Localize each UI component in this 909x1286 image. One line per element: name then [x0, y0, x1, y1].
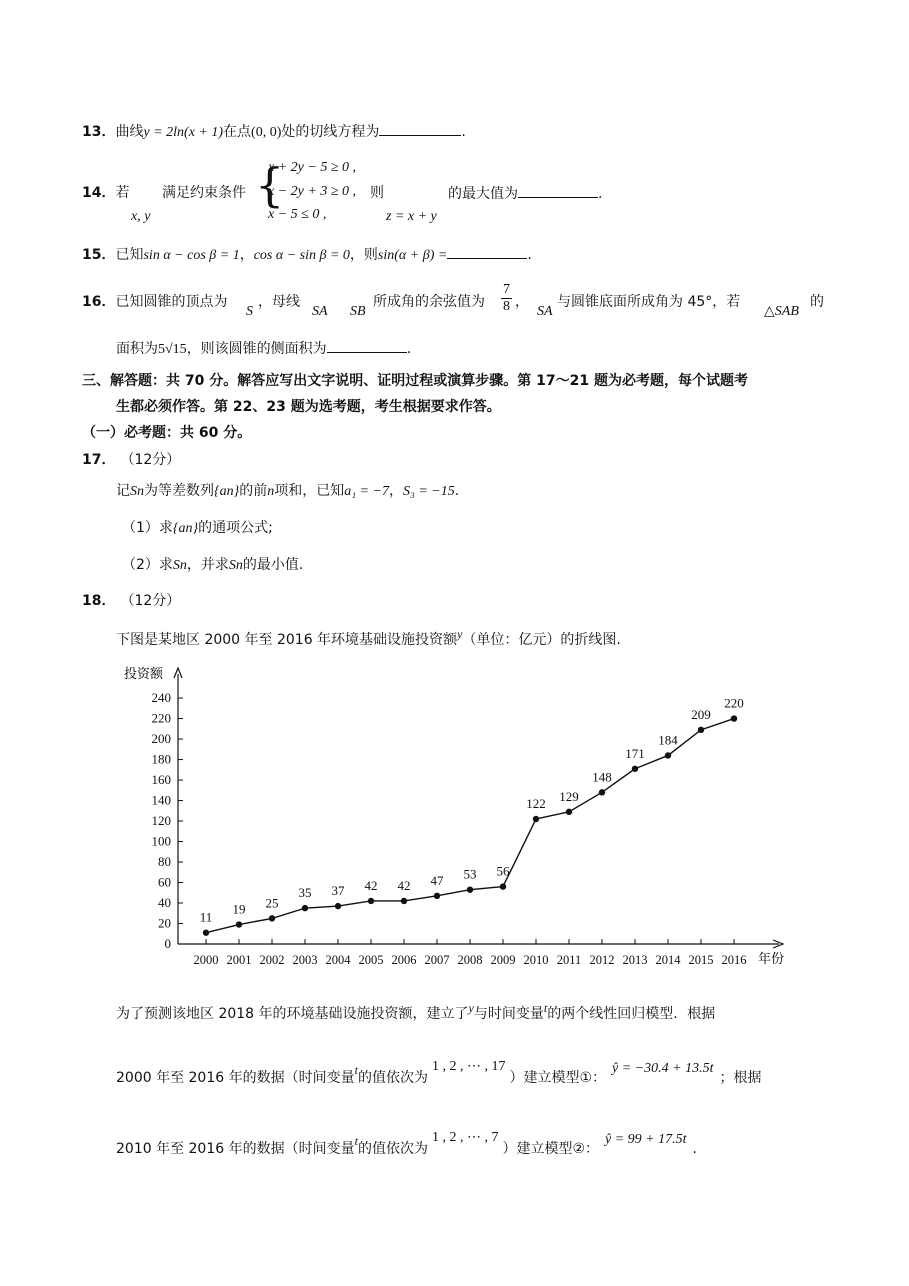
x-tick-label: 2001: [226, 953, 252, 967]
q18-p2-sequence: 1 , 2 , ⋯ , 17: [431, 1059, 506, 1074]
data-point: [500, 883, 506, 889]
q13-number: 13．: [82, 124, 116, 140]
q16-end: .: [406, 341, 412, 357]
q18-p2-text2: 的值依次为: [357, 1070, 428, 1086]
q17-an: {an}: [214, 484, 240, 499]
q17-part2-sn2: Sn: [228, 558, 243, 573]
series-line: [206, 719, 734, 933]
q14-objective: z = x + y: [386, 209, 437, 224]
x-tick-label: 2012: [589, 953, 615, 967]
data-label: 129: [559, 788, 579, 804]
data-point: [632, 766, 638, 772]
data-label: 42: [397, 877, 411, 893]
q16-text: 已知圆锥的顶点为: [115, 294, 228, 310]
data-label: 11: [199, 909, 213, 925]
x-tick-label: 2005: [358, 953, 384, 967]
data-label: 56: [496, 863, 510, 879]
q18-p3-text: 2010 年至 2016 年的数据（时间变量: [116, 1141, 355, 1157]
y-tick-label: 80: [158, 854, 171, 870]
q13-text: 曲线: [115, 124, 144, 140]
q16-sb: SB: [350, 304, 366, 319]
q17-text: 记: [116, 483, 130, 499]
data-point: [533, 816, 539, 822]
q13-curve: y = 2ln(x + 1): [143, 125, 224, 140]
data-label: 35: [298, 885, 312, 901]
y-tick-label: 140: [151, 792, 171, 808]
q16-sa2: SA: [537, 304, 553, 319]
q17-points: （12分）: [127, 452, 181, 468]
q18-points: （12分）: [127, 593, 181, 609]
data-point: [665, 752, 671, 758]
q18-text2: （单位：亿元）的折线图.: [462, 632, 621, 648]
section-3-line-1: 三、解答题：共 70 分。解答应写出文字说明、证明过程或演算步骤。第 17～21 题为必考题，每个试题考: [82, 373, 748, 389]
y-tick-label: 200: [151, 731, 171, 747]
q18-p1-text3: 的两个线性回归模型．根据: [547, 1006, 716, 1022]
y-tick-label: 120: [151, 813, 171, 829]
q14-constraint-2: x − 2y + 3 ≥ 0 ,: [268, 184, 357, 199]
data-label: 171: [625, 745, 645, 761]
data-point: [698, 727, 704, 733]
y-tick-label: 240: [151, 690, 171, 706]
q15-target: sin(α + β) =: [377, 248, 448, 263]
q18-p1-text: 为了预测该地区 2018 年的环境基础设施投资额，建立了: [116, 1006, 469, 1022]
q14-text2: 满足约束条件: [162, 185, 246, 201]
x-tick-label: 2009: [490, 953, 516, 967]
q14-number: 14．: [82, 185, 116, 201]
chart-y-label: 投资额: [124, 667, 164, 682]
q18-text: 下图是某地区 2000 年至 2016 年环境基础设施投资额: [116, 632, 458, 648]
data-point: [566, 809, 572, 815]
q17-end: .: [454, 483, 460, 499]
q17-sep: ，: [388, 483, 403, 499]
data-label: 209: [691, 706, 711, 722]
data-label: 42: [364, 877, 378, 893]
data-label: 184: [658, 732, 678, 748]
q17-part2-text2: 的最小值.: [242, 557, 304, 573]
section-3-line-2: 生都必须作答。第 22、23 题为选考题，考生根据要求作答。: [116, 399, 501, 415]
q16-frac-den: 8: [503, 299, 510, 314]
data-label: 220: [724, 695, 744, 711]
q17-s3: S₃ = −15: [402, 484, 455, 499]
q17-part1-text: 的通项公式;: [198, 520, 273, 536]
data-label: 53: [463, 866, 477, 882]
q18-p1-y: y: [468, 1001, 474, 1015]
y-tick-label: 160: [151, 772, 171, 788]
q16-text8: ，则该圆锥的侧面积为: [186, 341, 327, 357]
q18-p3-end: .: [692, 1141, 697, 1157]
x-tick-label: 2000: [193, 953, 219, 967]
data-point: [203, 930, 209, 936]
q14-constraint-1: x + 2y − 5 ≥ 0 ,: [268, 160, 357, 175]
q15-text3: ，则: [349, 247, 378, 263]
x-tick-label: 2002: [259, 953, 285, 967]
q15-eq1: sin α − cos β = 1: [143, 248, 240, 263]
q17-part2-sn: Sn: [172, 558, 187, 573]
q17-part1-an: {an}: [172, 521, 199, 536]
q13-end: .: [461, 124, 466, 140]
q16-text5: 与圆锥底面所成角为 45°，若: [557, 294, 741, 310]
x-tick-label: 2007: [424, 953, 450, 967]
q14-vars: x, y: [131, 209, 151, 224]
q13-text2: 在点: [223, 124, 252, 140]
q18-p1-text2: 与时间变量: [473, 1006, 544, 1022]
data-point: [467, 886, 473, 892]
q16-frac-num: 7: [503, 282, 510, 297]
q14-text4: 的最大值为: [448, 186, 518, 202]
data-point: [302, 905, 308, 911]
x-tick-label: 2015: [688, 953, 714, 967]
q17-text3: 的前: [239, 483, 268, 499]
q15-text: 已知: [115, 247, 144, 263]
q18-p2-t: t: [354, 1063, 358, 1077]
q17-text4: 项和，已知: [274, 483, 345, 499]
q17-number: 17．: [82, 452, 116, 468]
data-label: 25: [265, 895, 279, 911]
data-label: 19: [232, 901, 246, 917]
data-point: [731, 715, 737, 721]
q18-p1-t: t: [543, 1001, 548, 1015]
x-tick-label: 2014: [655, 953, 681, 967]
q16-number: 16．: [82, 294, 116, 310]
q18-p2-text: 2000 年至 2016 年的数据（时间变量: [116, 1070, 355, 1086]
y-tick-label: 60: [158, 874, 171, 890]
chart-series: [200, 696, 744, 936]
data-point: [368, 898, 374, 904]
q18-p3-sequence: 1 , 2 , ⋯ , 7: [431, 1130, 499, 1145]
q18-model-2: ŷ = 99 + 17.5t: [605, 1132, 687, 1147]
q13-text3: 处的切线方程为: [281, 124, 380, 140]
data-label: 37: [331, 883, 345, 899]
q18-model-1: ŷ = −30.4 + 13.5t: [612, 1061, 714, 1076]
q15-number: 15．: [82, 247, 116, 263]
data-label: 47: [430, 872, 444, 888]
q14-constraint-3: x − 5 ≤ 0 ,: [268, 207, 327, 222]
x-tick-label: 2004: [325, 953, 351, 967]
x-tick-label: 2013: [622, 953, 648, 967]
q17-part2-label: （2）求: [122, 557, 173, 573]
x-tick-label: 2003: [292, 953, 318, 967]
q17-a1: a₁ = −7: [344, 484, 389, 499]
q18-number: 18．: [82, 593, 116, 609]
y-tick-label: 0: [164, 936, 171, 951]
x-tick-label: 2011: [556, 953, 582, 967]
q16-area: 5√15: [158, 342, 187, 357]
q17-n: n: [267, 484, 275, 499]
q18-p3-text3: ）建立模型②：: [502, 1141, 600, 1157]
data-label: 148: [592, 769, 612, 785]
y-tick-label: 220: [151, 710, 171, 726]
x-tick-label: 2016: [721, 953, 747, 967]
data-point: [269, 915, 275, 921]
q17-text2: 为等差数列: [144, 483, 214, 499]
data-point: [236, 921, 242, 927]
q16-text4: ，: [515, 294, 529, 310]
q16-text2: ，母线: [258, 294, 300, 310]
q14-text3: 则: [370, 185, 384, 201]
q17-part2-text: ，并求: [186, 557, 229, 573]
y-tick-label: 100: [151, 833, 171, 849]
q18-p3-t: t: [354, 1134, 358, 1148]
chart-x-label: 年份: [758, 952, 785, 967]
q16-triangle: △SAB: [764, 304, 799, 319]
y-tick-label: 20: [158, 915, 171, 931]
data-point: [335, 903, 341, 909]
data-point: [599, 789, 605, 795]
q15-end: .: [527, 247, 532, 263]
q18-paragraph-3: [116, 1128, 697, 1159]
q18-paragraph-2: [116, 1057, 761, 1088]
y-tick-label: 40: [158, 895, 171, 911]
q15-sep: ，: [239, 247, 254, 263]
y-tick-label: 180: [151, 751, 171, 767]
q16-sa: SA: [312, 304, 328, 319]
q16-text3: 所成角的余弦值为: [373, 294, 485, 310]
x-tick-label: 2008: [457, 953, 483, 967]
q18-p3-text2: 的值依次为: [357, 1141, 428, 1157]
q16-text6: 的: [810, 294, 824, 310]
q18-paragraph-1: [116, 998, 715, 1024]
q13-point: (0, 0): [251, 125, 282, 140]
q16-vertex: S: [246, 304, 253, 319]
q14-end: .: [598, 186, 603, 202]
q17-sn: Sn: [130, 484, 144, 499]
x-tick-label: 2006: [391, 953, 417, 967]
q16-text7: 面积为: [116, 341, 158, 357]
x-tick-label: 2010: [523, 953, 549, 967]
q18-y: y: [457, 627, 463, 641]
data-point: [434, 893, 440, 899]
data-point: [401, 898, 407, 904]
q14-text: 若: [115, 185, 130, 201]
q17-part1-label: （1）求: [122, 520, 173, 536]
q14-brace: {: [255, 158, 285, 212]
q18-p2-text4: ；根据: [719, 1070, 762, 1086]
q18-p2-text3: ）建立模型①：: [509, 1070, 607, 1086]
section-required: （一）必考题：共 60 分。: [82, 425, 252, 441]
data-label: 122: [526, 795, 546, 811]
q15-eq2: cos α − sin β = 0: [253, 248, 350, 263]
